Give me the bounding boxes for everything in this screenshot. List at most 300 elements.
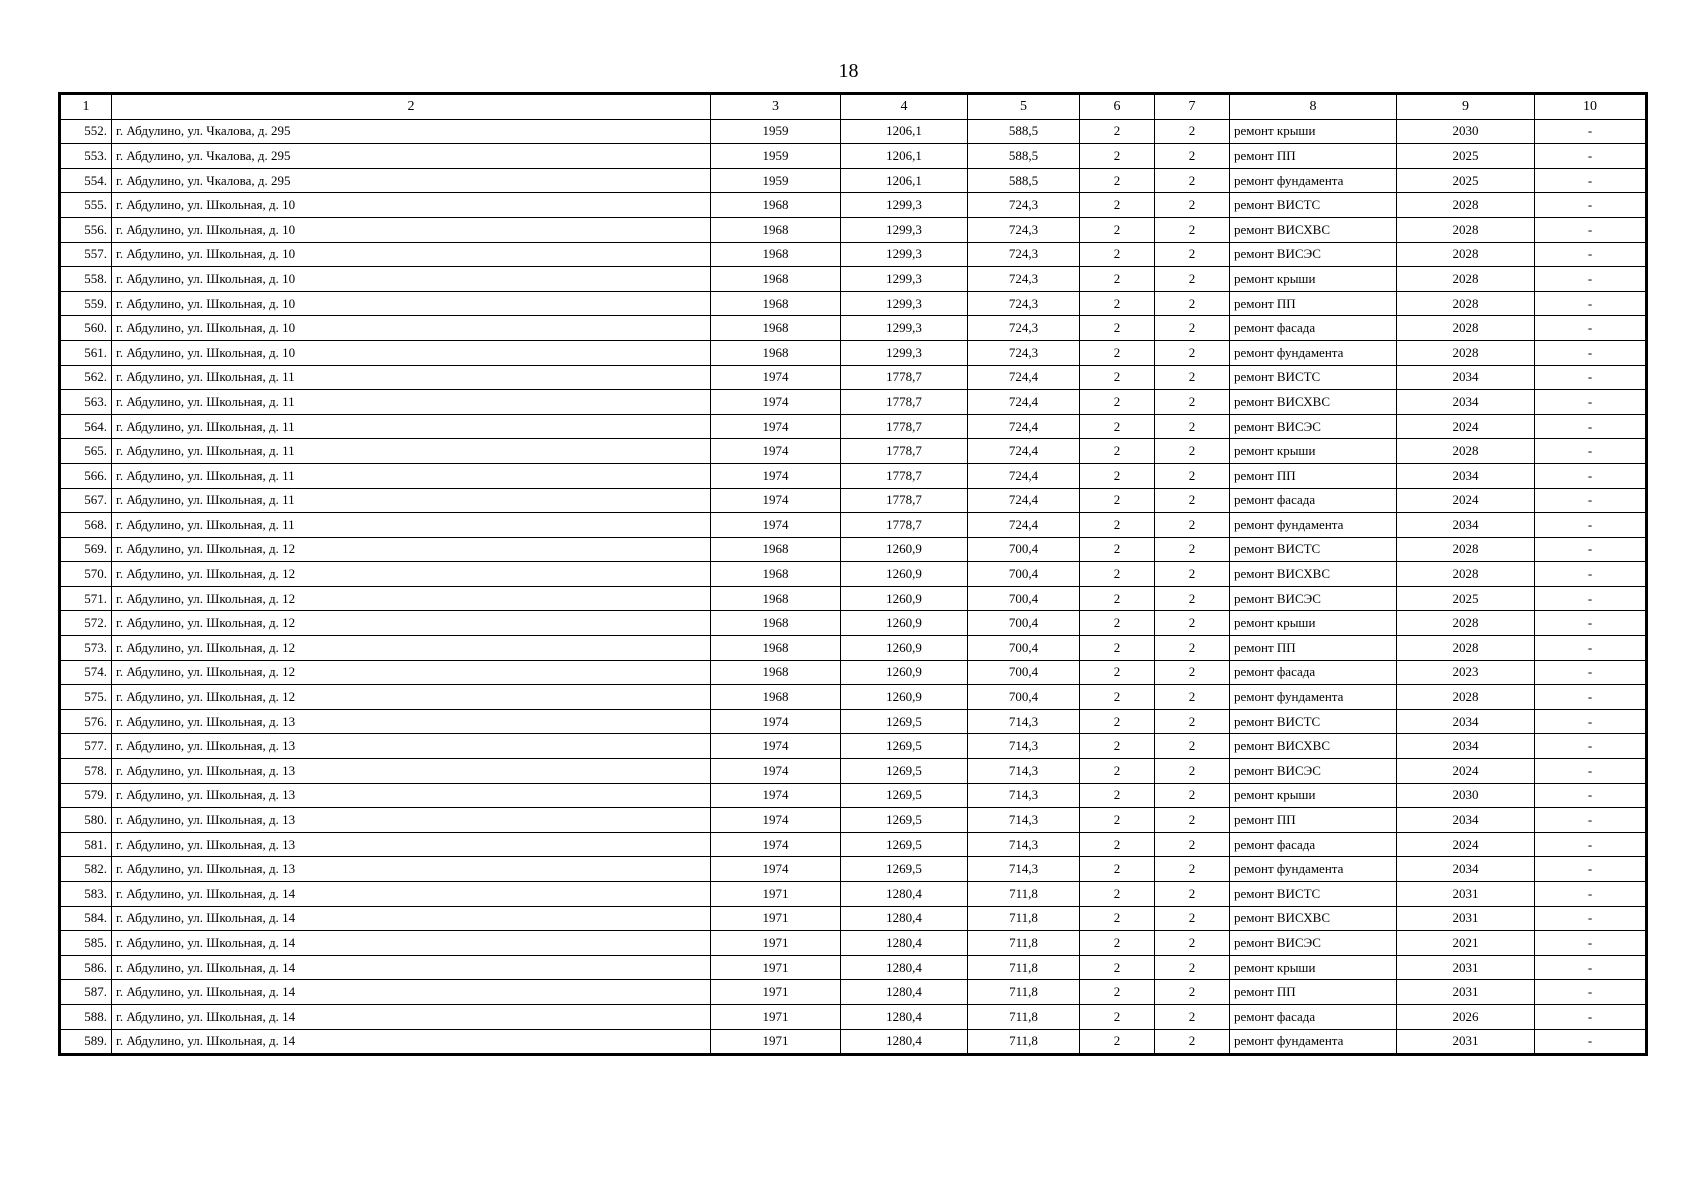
table-row: [60, 709, 1647, 734]
cell-row-number: 565.: [60, 439, 112, 464]
cell-total-area: 1299,3: [841, 340, 968, 365]
table-row: [60, 267, 1647, 292]
cell-row-number: 582.: [60, 857, 112, 882]
cell-address: г. Абдулино, ул. Школьная, д. 10: [112, 340, 711, 365]
cell-entrances: 2: [1155, 463, 1230, 488]
cell-note: -: [1535, 267, 1647, 292]
table-row: [60, 439, 1647, 464]
cell-work-type: ремонт ВИСХВС: [1230, 734, 1397, 759]
cell-planned-year: 2024: [1397, 414, 1535, 439]
cell-floors: 2: [1080, 586, 1155, 611]
cell-year-built: 1959: [711, 119, 841, 144]
column-header-6: 6: [1080, 94, 1155, 120]
cell-entrances: 2: [1155, 537, 1230, 562]
table-row: [60, 316, 1647, 341]
cell-planned-year: 2025: [1397, 144, 1535, 169]
cell-planned-year: 2034: [1397, 365, 1535, 390]
cell-entrances: 2: [1155, 513, 1230, 538]
table-row: [60, 808, 1647, 833]
cell-year-built: 1968: [711, 660, 841, 685]
table-row: [60, 217, 1647, 242]
cell-address: г. Абдулино, ул. Школьная, д. 11: [112, 414, 711, 439]
cell-total-area: 1269,5: [841, 783, 968, 808]
cell-floors: 2: [1080, 217, 1155, 242]
cell-year-built: 1974: [711, 390, 841, 415]
cell-planned-year: 2030: [1397, 783, 1535, 808]
cell-total-area: 1280,4: [841, 931, 968, 956]
cell-note: -: [1535, 316, 1647, 341]
cell-total-area: 1299,3: [841, 217, 968, 242]
cell-year-built: 1974: [711, 832, 841, 857]
cell-floors: 2: [1080, 513, 1155, 538]
cell-entrances: 2: [1155, 414, 1230, 439]
cell-planned-year: 2034: [1397, 390, 1535, 415]
cell-address: г. Абдулино, ул. Школьная, д. 14: [112, 882, 711, 907]
cell-entrances: 2: [1155, 808, 1230, 833]
cell-living-area: 700,4: [968, 685, 1080, 710]
cell-year-built: 1974: [711, 513, 841, 538]
table-row: [60, 759, 1647, 784]
cell-planned-year: 2021: [1397, 931, 1535, 956]
cell-address: г. Абдулино, ул. Школьная, д. 12: [112, 562, 711, 587]
cell-note: -: [1535, 1004, 1647, 1029]
cell-year-built: 1974: [711, 414, 841, 439]
cell-year-built: 1974: [711, 808, 841, 833]
cell-living-area: 724,4: [968, 365, 1080, 390]
cell-planned-year: 2024: [1397, 488, 1535, 513]
cell-row-number: 587.: [60, 980, 112, 1005]
cell-floors: 2: [1080, 1004, 1155, 1029]
header-row: [60, 94, 1647, 120]
cell-work-type: ремонт ВИСЭС: [1230, 759, 1397, 784]
cell-year-built: 1971: [711, 980, 841, 1005]
cell-living-area: 700,4: [968, 611, 1080, 636]
column-header-9: 9: [1397, 94, 1535, 120]
cell-address: г. Абдулино, ул. Школьная, д. 12: [112, 660, 711, 685]
cell-note: -: [1535, 488, 1647, 513]
cell-address: г. Абдулино, ул. Школьная, д. 10: [112, 316, 711, 341]
cell-note: -: [1535, 1029, 1647, 1055]
cell-entrances: 2: [1155, 562, 1230, 587]
cell-living-area: 724,4: [968, 390, 1080, 415]
cell-planned-year: 2034: [1397, 463, 1535, 488]
table-row: [60, 586, 1647, 611]
cell-note: -: [1535, 439, 1647, 464]
cell-row-number: 559.: [60, 291, 112, 316]
cell-floors: 2: [1080, 709, 1155, 734]
cell-row-number: 580.: [60, 808, 112, 833]
cell-floors: 2: [1080, 267, 1155, 292]
table-row: [60, 390, 1647, 415]
cell-entrances: 2: [1155, 193, 1230, 218]
cell-living-area: 711,8: [968, 882, 1080, 907]
cell-living-area: 714,3: [968, 832, 1080, 857]
cell-work-type: ремонт фасада: [1230, 660, 1397, 685]
cell-year-built: 1968: [711, 242, 841, 267]
cell-living-area: 714,3: [968, 783, 1080, 808]
column-header-3: 3: [711, 94, 841, 120]
cell-planned-year: 2031: [1397, 882, 1535, 907]
cell-floors: 2: [1080, 882, 1155, 907]
cell-row-number: 564.: [60, 414, 112, 439]
cell-total-area: 1778,7: [841, 390, 968, 415]
cell-work-type: ремонт ВИСТС: [1230, 193, 1397, 218]
cell-note: -: [1535, 168, 1647, 193]
cell-note: -: [1535, 759, 1647, 784]
cell-row-number: 569.: [60, 537, 112, 562]
cell-living-area: 714,3: [968, 709, 1080, 734]
cell-address: г. Абдулино, ул. Школьная, д. 14: [112, 906, 711, 931]
cell-work-type: ремонт крыши: [1230, 267, 1397, 292]
cell-note: -: [1535, 882, 1647, 907]
cell-row-number: 575.: [60, 685, 112, 710]
cell-floors: 2: [1080, 488, 1155, 513]
cell-work-type: ремонт ВИСТС: [1230, 365, 1397, 390]
cell-note: -: [1535, 783, 1647, 808]
cell-living-area: 700,4: [968, 586, 1080, 611]
cell-address: г. Абдулино, ул. Школьная, д. 14: [112, 931, 711, 956]
cell-floors: 2: [1080, 611, 1155, 636]
cell-year-built: 1971: [711, 1029, 841, 1055]
cell-row-number: 570.: [60, 562, 112, 587]
cell-total-area: 1778,7: [841, 414, 968, 439]
cell-floors: 2: [1080, 980, 1155, 1005]
cell-work-type: ремонт ВИСЭС: [1230, 931, 1397, 956]
cell-planned-year: 2028: [1397, 562, 1535, 587]
column-header-2: 2: [112, 94, 711, 120]
cell-total-area: 1260,9: [841, 562, 968, 587]
cell-year-built: 1959: [711, 168, 841, 193]
cell-total-area: 1299,3: [841, 316, 968, 341]
cell-note: -: [1535, 709, 1647, 734]
cell-entrances: 2: [1155, 144, 1230, 169]
cell-work-type: ремонт ВИСХВС: [1230, 390, 1397, 415]
cell-total-area: 1260,9: [841, 611, 968, 636]
cell-total-area: 1269,5: [841, 808, 968, 833]
cell-total-area: 1269,5: [841, 734, 968, 759]
cell-row-number: 558.: [60, 267, 112, 292]
cell-entrances: 2: [1155, 365, 1230, 390]
cell-total-area: 1206,1: [841, 144, 968, 169]
cell-total-area: 1260,9: [841, 537, 968, 562]
cell-planned-year: 2034: [1397, 808, 1535, 833]
cell-planned-year: 2028: [1397, 217, 1535, 242]
table-row: [60, 168, 1647, 193]
table-row: [60, 882, 1647, 907]
table-row: [60, 611, 1647, 636]
cell-planned-year: 2034: [1397, 513, 1535, 538]
cell-address: г. Абдулино, ул. Школьная, д. 13: [112, 832, 711, 857]
cell-entrances: 2: [1155, 734, 1230, 759]
cell-entrances: 2: [1155, 586, 1230, 611]
cell-note: -: [1535, 955, 1647, 980]
cell-address: г. Абдулино, ул. Школьная, д. 11: [112, 488, 711, 513]
cell-note: -: [1535, 193, 1647, 218]
cell-floors: 2: [1080, 955, 1155, 980]
cell-note: -: [1535, 980, 1647, 1005]
cell-note: -: [1535, 586, 1647, 611]
cell-planned-year: 2025: [1397, 168, 1535, 193]
table-row: [60, 537, 1647, 562]
cell-planned-year: 2031: [1397, 980, 1535, 1005]
cell-note: -: [1535, 463, 1647, 488]
cell-work-type: ремонт крыши: [1230, 119, 1397, 144]
table-body: [60, 119, 1647, 1055]
page-number: 18: [838, 60, 859, 82]
cell-row-number: 573.: [60, 636, 112, 661]
table-row: [60, 734, 1647, 759]
cell-address: г. Абдулино, ул. Школьная, д. 14: [112, 1004, 711, 1029]
column-header-4: 4: [841, 94, 968, 120]
repair-register-table: [58, 92, 1648, 1056]
cell-row-number: 566.: [60, 463, 112, 488]
cell-total-area: 1269,5: [841, 857, 968, 882]
cell-address: г. Абдулино, ул. Школьная, д. 12: [112, 586, 711, 611]
cell-floors: 2: [1080, 414, 1155, 439]
cell-living-area: 700,4: [968, 636, 1080, 661]
cell-entrances: 2: [1155, 316, 1230, 341]
cell-work-type: ремонт ВИСХВС: [1230, 562, 1397, 587]
cell-row-number: 571.: [60, 586, 112, 611]
cell-living-area: 724,4: [968, 513, 1080, 538]
cell-floors: 2: [1080, 291, 1155, 316]
cell-planned-year: 2031: [1397, 1029, 1535, 1055]
table-row: [60, 660, 1647, 685]
cell-total-area: 1280,4: [841, 980, 968, 1005]
cell-floors: 2: [1080, 1029, 1155, 1055]
cell-note: -: [1535, 119, 1647, 144]
cell-note: -: [1535, 857, 1647, 882]
table-row: [60, 242, 1647, 267]
cell-work-type: ремонт фундамента: [1230, 857, 1397, 882]
cell-total-area: 1778,7: [841, 488, 968, 513]
cell-row-number: 554.: [60, 168, 112, 193]
cell-work-type: ремонт фундамента: [1230, 168, 1397, 193]
cell-address: г. Абдулино, ул. Школьная, д. 14: [112, 955, 711, 980]
cell-planned-year: 2031: [1397, 906, 1535, 931]
cell-year-built: 1974: [711, 857, 841, 882]
cell-living-area: 588,5: [968, 119, 1080, 144]
cell-floors: 2: [1080, 119, 1155, 144]
cell-living-area: 724,3: [968, 242, 1080, 267]
cell-floors: 2: [1080, 193, 1155, 218]
cell-year-built: 1968: [711, 562, 841, 587]
cell-row-number: 578.: [60, 759, 112, 784]
cell-row-number: 581.: [60, 832, 112, 857]
cell-year-built: 1974: [711, 709, 841, 734]
cell-work-type: ремонт крыши: [1230, 611, 1397, 636]
cell-note: -: [1535, 636, 1647, 661]
cell-row-number: 562.: [60, 365, 112, 390]
cell-row-number: 555.: [60, 193, 112, 218]
table-row: [60, 1029, 1647, 1055]
cell-planned-year: 2024: [1397, 832, 1535, 857]
cell-address: г. Абдулино, ул. Школьная, д. 14: [112, 1029, 711, 1055]
table-row: [60, 119, 1647, 144]
cell-note: -: [1535, 340, 1647, 365]
cell-planned-year: 2026: [1397, 1004, 1535, 1029]
cell-row-number: 586.: [60, 955, 112, 980]
cell-address: г. Абдулино, ул. Школьная, д. 10: [112, 267, 711, 292]
cell-floors: 2: [1080, 439, 1155, 464]
cell-year-built: 1968: [711, 586, 841, 611]
cell-year-built: 1968: [711, 340, 841, 365]
cell-year-built: 1974: [711, 365, 841, 390]
cell-address: г. Абдулино, ул. Школьная, д. 11: [112, 513, 711, 538]
cell-row-number: 553.: [60, 144, 112, 169]
cell-address: г. Абдулино, ул. Школьная, д. 13: [112, 734, 711, 759]
cell-note: -: [1535, 513, 1647, 538]
cell-note: -: [1535, 906, 1647, 931]
cell-total-area: 1299,3: [841, 291, 968, 316]
table-row: [60, 463, 1647, 488]
cell-note: -: [1535, 734, 1647, 759]
cell-row-number: 572.: [60, 611, 112, 636]
cell-total-area: 1260,9: [841, 685, 968, 710]
cell-total-area: 1778,7: [841, 463, 968, 488]
cell-address: г. Абдулино, ул. Школьная, д. 12: [112, 685, 711, 710]
cell-living-area: 588,5: [968, 168, 1080, 193]
cell-row-number: 588.: [60, 1004, 112, 1029]
cell-planned-year: 2028: [1397, 685, 1535, 710]
cell-year-built: 1968: [711, 316, 841, 341]
table-row: [60, 955, 1647, 980]
cell-address: г. Абдулино, ул. Школьная, д. 12: [112, 636, 711, 661]
cell-address: г. Абдулино, ул. Школьная, д. 13: [112, 709, 711, 734]
cell-year-built: 1974: [711, 488, 841, 513]
cell-row-number: 579.: [60, 783, 112, 808]
cell-living-area: 714,3: [968, 808, 1080, 833]
cell-total-area: 1269,5: [841, 832, 968, 857]
table-row: [60, 488, 1647, 513]
cell-entrances: 2: [1155, 217, 1230, 242]
cell-planned-year: 2028: [1397, 537, 1535, 562]
cell-year-built: 1971: [711, 955, 841, 980]
column-header-5: 5: [968, 94, 1080, 120]
cell-year-built: 1974: [711, 759, 841, 784]
cell-entrances: 2: [1155, 685, 1230, 710]
cell-floors: 2: [1080, 857, 1155, 882]
cell-address: г. Абдулино, ул. Школьная, д. 10: [112, 193, 711, 218]
cell-floors: 2: [1080, 808, 1155, 833]
cell-work-type: ремонт ПП: [1230, 636, 1397, 661]
cell-address: г. Абдулино, ул. Школьная, д. 13: [112, 857, 711, 882]
cell-year-built: 1968: [711, 636, 841, 661]
cell-row-number: 585.: [60, 931, 112, 956]
cell-year-built: 1968: [711, 291, 841, 316]
cell-note: -: [1535, 414, 1647, 439]
cell-entrances: 2: [1155, 980, 1230, 1005]
cell-floors: 2: [1080, 832, 1155, 857]
cell-entrances: 2: [1155, 709, 1230, 734]
cell-row-number: 576.: [60, 709, 112, 734]
cell-floors: 2: [1080, 685, 1155, 710]
cell-floors: 2: [1080, 734, 1155, 759]
cell-living-area: 700,4: [968, 537, 1080, 562]
cell-note: -: [1535, 144, 1647, 169]
cell-note: -: [1535, 562, 1647, 587]
cell-row-number: 577.: [60, 734, 112, 759]
cell-year-built: 1971: [711, 906, 841, 931]
cell-planned-year: 2031: [1397, 955, 1535, 980]
table-row: [60, 562, 1647, 587]
cell-work-type: ремонт ПП: [1230, 144, 1397, 169]
cell-note: -: [1535, 242, 1647, 267]
cell-total-area: 1260,9: [841, 586, 968, 611]
cell-total-area: 1280,4: [841, 1004, 968, 1029]
cell-row-number: 583.: [60, 882, 112, 907]
cell-work-type: ремонт ПП: [1230, 291, 1397, 316]
cell-living-area: 724,3: [968, 316, 1080, 341]
cell-work-type: ремонт фасада: [1230, 316, 1397, 341]
cell-entrances: 2: [1155, 636, 1230, 661]
cell-year-built: 1974: [711, 783, 841, 808]
cell-planned-year: 2024: [1397, 759, 1535, 784]
cell-work-type: ремонт ВИСТС: [1230, 882, 1397, 907]
cell-planned-year: 2025: [1397, 586, 1535, 611]
cell-address: г. Абдулино, ул. Школьная, д. 12: [112, 611, 711, 636]
cell-planned-year: 2028: [1397, 267, 1535, 292]
cell-row-number: 552.: [60, 119, 112, 144]
cell-work-type: ремонт ВИСХВС: [1230, 217, 1397, 242]
column-header-8: 8: [1230, 94, 1397, 120]
cell-address: г. Абдулино, ул. Школьная, д. 11: [112, 390, 711, 415]
cell-row-number: 561.: [60, 340, 112, 365]
cell-work-type: ремонт ВИСХВС: [1230, 906, 1397, 931]
cell-note: -: [1535, 611, 1647, 636]
cell-year-built: 1971: [711, 882, 841, 907]
cell-floors: 2: [1080, 562, 1155, 587]
cell-floors: 2: [1080, 390, 1155, 415]
cell-living-area: 711,8: [968, 980, 1080, 1005]
cell-address: г. Абдулино, ул. Школьная, д. 11: [112, 439, 711, 464]
cell-address: г. Абдулино, ул. Школьная, д. 11: [112, 463, 711, 488]
cell-row-number: 557.: [60, 242, 112, 267]
cell-work-type: ремонт ВИСЭС: [1230, 586, 1397, 611]
cell-total-area: 1280,4: [841, 1029, 968, 1055]
cell-year-built: 1968: [711, 217, 841, 242]
cell-planned-year: 2028: [1397, 636, 1535, 661]
cell-note: -: [1535, 217, 1647, 242]
cell-planned-year: 2034: [1397, 734, 1535, 759]
cell-total-area: 1206,1: [841, 119, 968, 144]
cell-work-type: ремонт фундамента: [1230, 1029, 1397, 1055]
cell-living-area: 714,3: [968, 759, 1080, 784]
cell-total-area: 1269,5: [841, 759, 968, 784]
cell-row-number: 563.: [60, 390, 112, 415]
column-header-1: 1: [60, 94, 112, 120]
cell-floors: 2: [1080, 316, 1155, 341]
cell-total-area: 1280,4: [841, 906, 968, 931]
table-row: [60, 365, 1647, 390]
cell-year-built: 1968: [711, 193, 841, 218]
cell-year-built: 1971: [711, 931, 841, 956]
cell-entrances: 2: [1155, 390, 1230, 415]
cell-living-area: 714,3: [968, 857, 1080, 882]
cell-entrances: 2: [1155, 168, 1230, 193]
cell-work-type: ремонт фундамента: [1230, 513, 1397, 538]
cell-year-built: 1968: [711, 537, 841, 562]
cell-note: -: [1535, 291, 1647, 316]
table-row: [60, 340, 1647, 365]
cell-work-type: ремонт фасада: [1230, 832, 1397, 857]
cell-work-type: ремонт ВИСТС: [1230, 709, 1397, 734]
cell-floors: 2: [1080, 636, 1155, 661]
cell-living-area: 700,4: [968, 562, 1080, 587]
cell-floors: 2: [1080, 168, 1155, 193]
cell-floors: 2: [1080, 365, 1155, 390]
cell-total-area: 1260,9: [841, 660, 968, 685]
